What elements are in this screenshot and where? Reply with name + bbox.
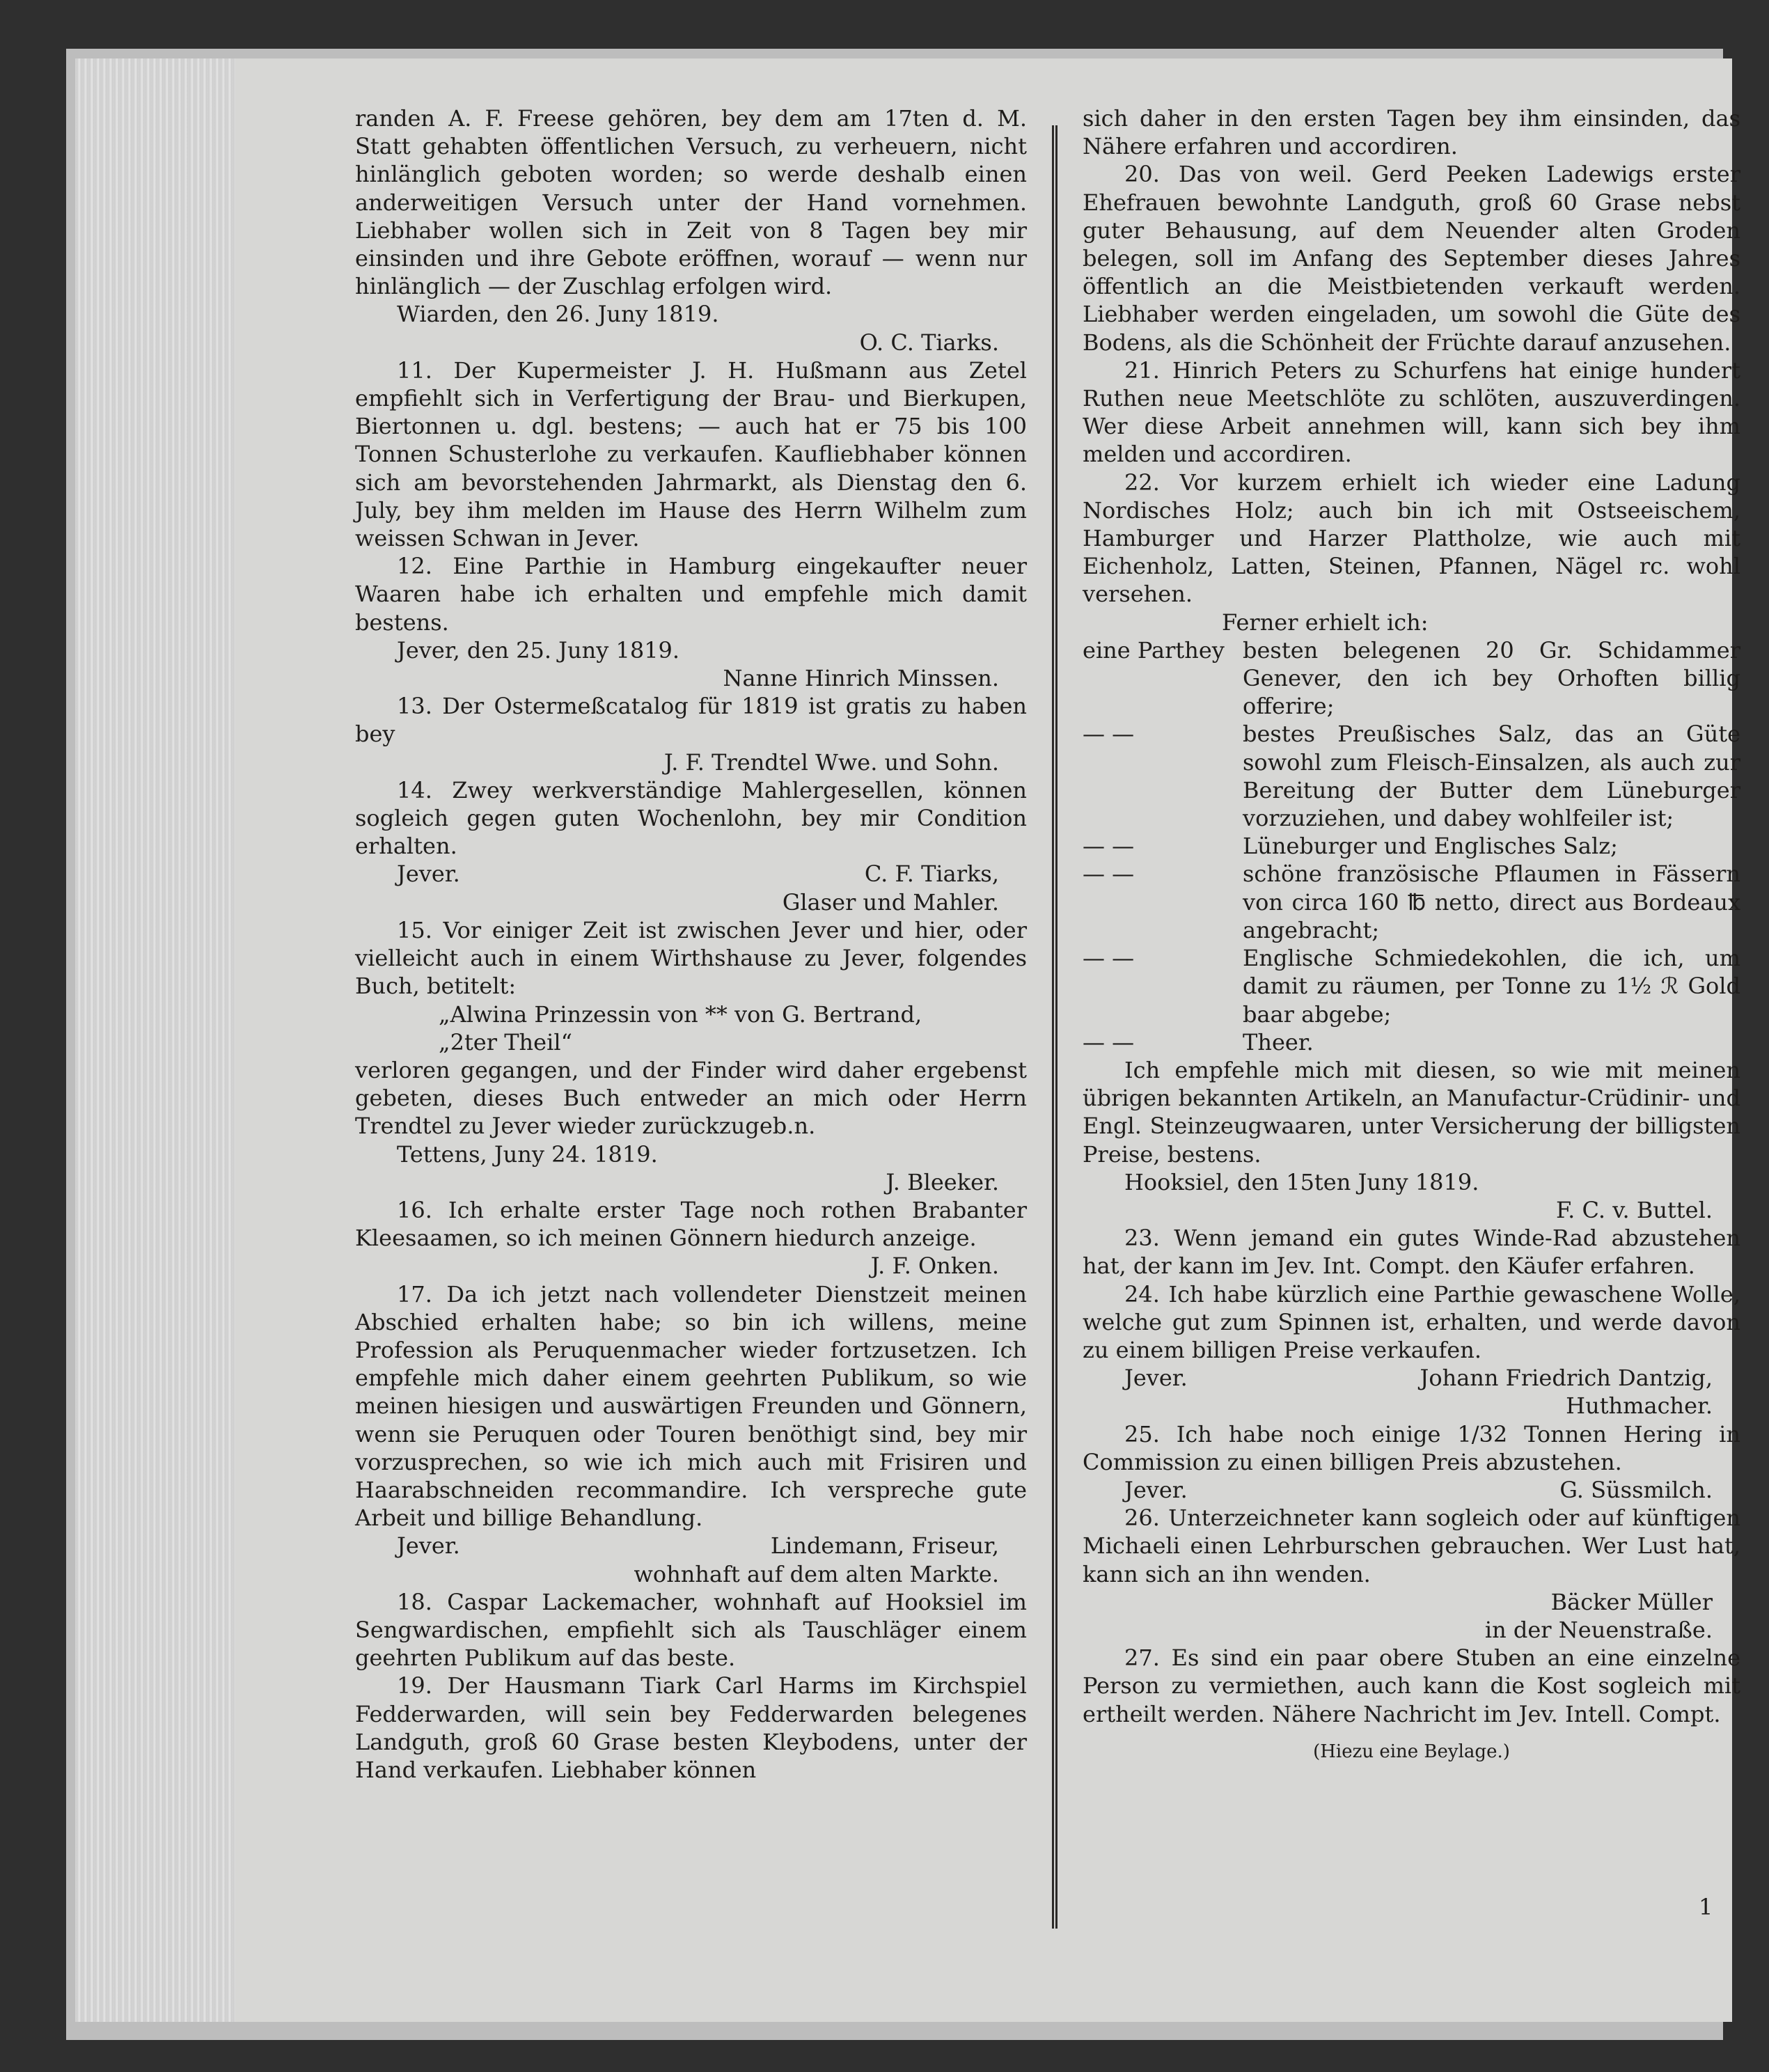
notice-14-signature-title: Glaser und Mahler.: [782, 888, 999, 916]
notice-19-continued: sich daher in den ersten Tagen bey ihm einsinden, das Nähere erfahren und accordiren.: [1083, 105, 1740, 160]
notice-14-place: Jever.: [397, 861, 460, 888]
notice-20: 20. Das von weil. Gerd Peeken Ladewigs erster Ehefrauen bewohnte Landguth, groß 60 Grase nebst guter Behausung, auf dem Neuender alten Groden belegen, soll im Anfang des September dieses Jahres öffentlich an die Meistbietenden verkauft werden. Liebhaber werden eingeladen, um sowohl die Güte des Bodens, als die Schönheit der Früchte darauf anzusehen.: [1083, 161, 1740, 356]
notice-22-date: Hooksiel, den 15ten Juny 1819.: [1124, 1168, 1479, 1195]
notice-22-closing: Ich empfehle mich mit diesen, so wie mit meinen übrigen bekannten Artikeln, an Manufactur-Crüdinir- und Engl. Steinzeugwaaren, unter Versicherung der billigsten Preise, bestens.: [1083, 1056, 1740, 1168]
right-column: [1083, 104, 1740, 1766]
notice-14-signature: C. F. Tiarks,: [864, 861, 999, 888]
list-item-label: — —: [1083, 1028, 1135, 1055]
notice-15-signature: J. Bleeker.: [886, 1168, 999, 1195]
list-item-text: Lüneburger und Englisches Salz;: [1243, 833, 1618, 860]
list-item-label: — —: [1083, 861, 1135, 888]
left-column: [355, 104, 1027, 1784]
notice-10-date: Wiarden, den 26. Juny 1819.: [397, 301, 719, 328]
list-item-text: Theer.: [1243, 1028, 1314, 1055]
list-item-label: — —: [1083, 721, 1135, 748]
list-item: [1083, 636, 1740, 721]
notice-24-signature: Johann Friedrich Dantzig,: [1420, 1365, 1713, 1392]
list-item: [1083, 1028, 1740, 1056]
notice-12-date: Jever, den 25. Juny 1819.: [397, 636, 680, 664]
notice-27: 27. Es sind ein paar obere Stuben an eine einzelne Person zu vermiethen, auch kann die Kost sogleich mit ertheilt werden. Nähere Nachricht im Jev. Intell. Compt.: [1083, 1645, 1740, 1727]
list-item: [1083, 832, 1740, 860]
notice-24: 24. Ich habe kürzlich eine Parthie gewaschene Wolle, welche gut zum Spinnen ist, erhalten, und werde davon zu einem billigen Preise verkaufen.: [1083, 1280, 1740, 1363]
notice-26-signature: Bäcker Müller: [1550, 1588, 1713, 1615]
notice-24-signature-title: Huthmacher.: [1566, 1392, 1713, 1420]
notice-13: 13. Der Ostermeßcatalog für 1819 ist gratis zu haben bey: [355, 693, 1027, 748]
notice-15-book-volume: „2ter Theil“: [439, 1028, 572, 1055]
notice-21: 21. Hinrich Peters zu Schurfens hat einige hundert Ruthen neue Meetschlöte zu schlöten, auszuverdingen. Wer diese Arbeit annehmen will, kann sich bey ihm melden und accordiren.: [1083, 356, 1740, 468]
list-item-text: Englische Schmiedekohlen, die ich, um damit zu räumen, per Tonne zu 1½ ℛ Gold baar abgebe;: [1243, 945, 1740, 1028]
supplement-note: (Hiezu eine Beylage.): [1313, 1741, 1510, 1762]
notice-17-signature: Lindemann, Friseur,: [770, 1532, 999, 1560]
notice-17-footer: [355, 1532, 1027, 1560]
notice-14: 14. Zwey werkverständige Mahlergesellen, können sogleich gegen guten Wochenlohn, bey mir Condition erhalten.: [355, 776, 1027, 860]
list-item: [1083, 720, 1740, 832]
notice-18: 18. Caspar Lackemacher, wohnhaft auf Hooksiel im Sengwardischen, empfiehlt sich als Tauschläger einem geehrten Publikum auf das beste.: [355, 1588, 1027, 1672]
notice-26-address: in der Neuenstraße.: [1484, 1616, 1713, 1643]
notice-22-list-heading: Ferner erhielt ich:: [1222, 609, 1429, 636]
notice-13-signature: J. F. Trendtel Wwe. und Sohn.: [663, 748, 999, 776]
notice-16-signature: J. F. Onken.: [870, 1253, 999, 1280]
page-mark: 1: [1699, 1894, 1713, 1920]
notice-24-footer: [1083, 1364, 1740, 1392]
notice-17-address: wohnhaft auf dem alten Markte.: [634, 1560, 999, 1587]
notice-16: 16. Ich erhalte erster Tage noch rothen Brabanter Kleesaamen, so ich meinen Gönnern hiedurch anzeige.: [355, 1196, 1027, 1252]
notice-25-place: Jever.: [1124, 1476, 1188, 1503]
list-item-label: — —: [1083, 945, 1135, 972]
notice-22: 22. Vor kurzem erhielt ich wieder eine Ladung Nordisches Holz; auch bin ich mit Ostseeischem, Hamburger und Harzer Plattholze, wie auch mit Eichenholz, Latten, Steinen, Pfannen, Nägel rc. wohl versehen.: [1083, 469, 1740, 608]
list-item-text: bestes Preußisches Salz, das an Güte sowohl zum Fleisch-Einsalzen, als auch zur Bereitung der Butter dem Lüneburger vorzuziehen, und dabey wohlfeiler ist;: [1243, 721, 1740, 832]
list-item-text: besten belegenen 20 Gr. Schidammer Genever, den ich bey Orhoften billig offerire;: [1243, 636, 1740, 720]
notice-15-date: Tettens, Juny 24. 1819.: [397, 1140, 658, 1168]
list-item-label: — —: [1083, 833, 1135, 860]
notice-15: 15. Vor einiger Zeit ist zwischen Jever und hier, oder vielleicht auch in einem Wirthshause zu Jever, folgendes Buch, betitelt:: [355, 916, 1027, 1000]
notice-24-place: Jever.: [1124, 1365, 1188, 1392]
page-stack-edges: [75, 58, 237, 2022]
list-item: [1083, 860, 1740, 944]
notice-15-continued: verloren gegangen, und der Finder wird daher ergebenst gebeten, dieses Buch entweder an mich oder Herrn Trendtel zu Jever wieder zurückzugeb.n.: [355, 1056, 1027, 1140]
notice-10-signature: O. C. Tiarks.: [859, 329, 999, 356]
notice-12-signature: Nanne Hinrich Minssen.: [723, 665, 999, 692]
list-item: [1083, 944, 1740, 1028]
notice-10-continued: randen A. F. Freese gehören, bey dem am 17ten d. M. Statt gehabten öffentlichen Versuch, zu verheuern, nicht hinlänglich geboten worden; so werde deshalb einen anderweitigen Versuch unter der Hand vornehmen. Liebhaber wollen sich in Zeit von 8 Tagen bey mir einsinden und ihre Gebote eröffnen, worauf — wenn nur hinlänglich — der Zuschlag erfolgen wird.: [355, 105, 1027, 300]
notice-25-footer: [1083, 1476, 1740, 1504]
notice-19: 19. Der Hausmann Tiark Carl Harms im Kirchspiel Fedderwarden, will sein bey Fedderwarden belegenes Landguth, groß 60 Grase besten Kleybodens, unter der Hand verkaufen. Liebhaber können: [355, 1672, 1027, 1783]
notice-11: 11. Der Kupermeister J. H. Hußmann aus Zetel empfiehlt sich in Verfertigung der Brau- und Bierkupen, Biertonnen u. dgl. bestens; — auch hat er 75 bis 100 Tonnen Schusterlohe zu verkaufen. Kaufliebhaber können sich am bevorstehenden Jahrmarkt, als Dienstag den 6. July, bey ihm melden im Hause des Herrn Wilhelm zum weissen Schwan in Jever.: [355, 356, 1027, 552]
list-item-label: eine Parthey: [1083, 636, 1225, 664]
list-item-text: schöne französische Pflaumen in Fässern von circa 160 ℔ netto, direct aus Bordeaux angebracht;: [1243, 861, 1740, 943]
notice-25-signature: G. Süssmilch.: [1559, 1476, 1713, 1503]
notice-22-signature: F. C. v. Buttel.: [1555, 1196, 1713, 1223]
notice-26: 26. Unterzeichneter kann sogleich oder auf künftigen Michaeli einen Lehrburschen gebrauchen. Wer Lust hat, kann sich an ihn wenden.: [1083, 1505, 1740, 1587]
notice-15-book-title: „Alwina Prinzessin von ** von G. Bertrand,: [439, 1000, 922, 1028]
notice-23: 23. Wenn jemand ein gutes Winde-Rad abzustehen hat, der kann im Jev. Int. Compt. den Käufer erfahren.: [1083, 1225, 1740, 1280]
column-divider: [1052, 125, 1058, 1929]
notice-25: 25. Ich habe noch einige 1/32 Tonnen Hering in Commission zu einen billigen Preis abzustehen.: [1083, 1420, 1740, 1475]
notice-17-place: Jever.: [397, 1532, 460, 1560]
notice-14-footer: [355, 860, 1027, 888]
notice-17: 17. Da ich jetzt nach vollendeter Dienstzeit meinen Abschied erhalten habe; so bin ich willens, meine Profession als Peruquenmacher wieder fortzusetzen. Ich empfehle mich daher einem geehrten Publikum, so wie meinen hiesigen und auswärtigen Freunden und Gönnern, wenn sie Peruquen oder Touren benöthigt sind, bey mir vorzusprechen, so wie ich mich auch mit Frisiren und Haarabschneiden recommandire. Ich verspreche gute Arbeit und billige Behandlung.: [355, 1280, 1027, 1532]
notice-12: 12. Eine Parthie in Hamburg eingekaufter neuer Waaren habe ich erhalten und empfehle mich damit bestens.: [355, 553, 1027, 636]
